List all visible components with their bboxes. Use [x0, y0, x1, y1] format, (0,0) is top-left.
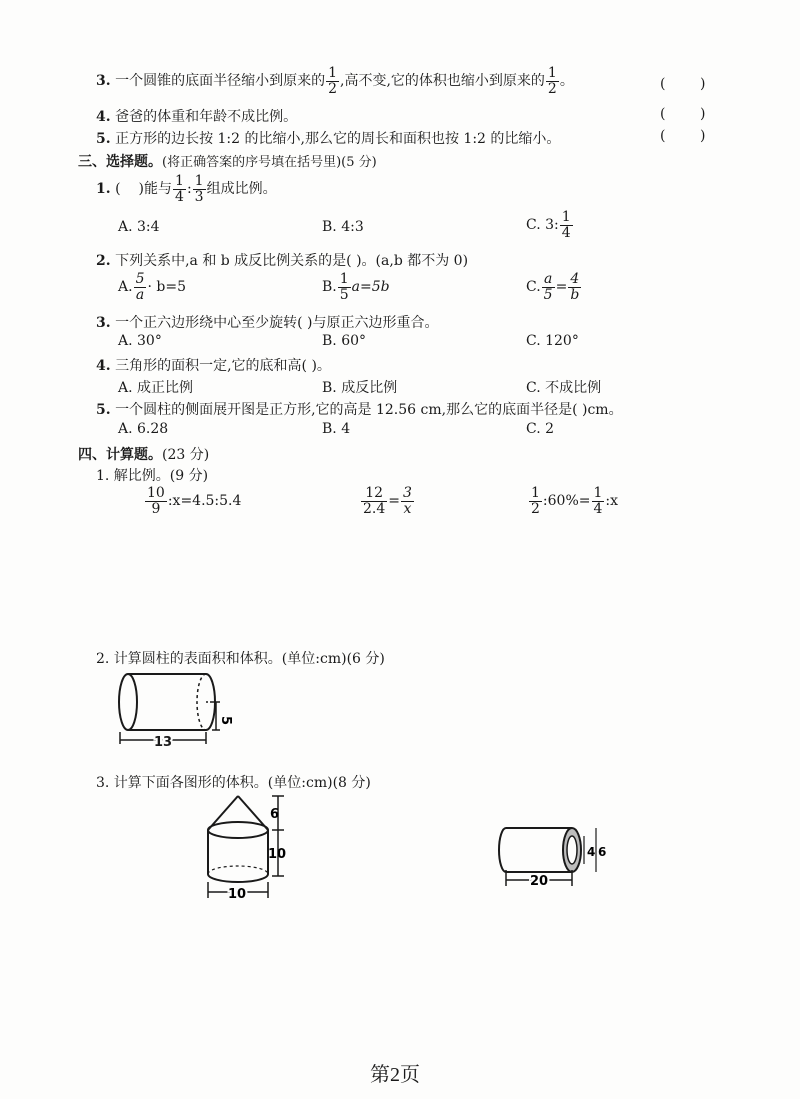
inner-diameter-label: 4: [587, 845, 596, 859]
choice-question-5: 5. 一个圆柱的侧面展开图是正方形,它的高是 12.56 cm,那么它的底面半径是( )cm。: [96, 402, 623, 418]
judge-item-5: 5. 正方形的边长按 1:2 的比缩小,那么它的周长和面积也按 1:2 的比缩小。: [96, 131, 561, 147]
fraction: $\frac{1}{2}$: [547, 65, 557, 97]
equation-3: $\frac{1}{2}$ :60%= $\frac{1}{4}$ :x: [531, 485, 619, 517]
cone-height-label: 6: [270, 807, 280, 822]
option-b[interactable]: B. $\frac{1}{5}$ a=5b: [322, 271, 390, 303]
option-a[interactable]: A. 3:4: [118, 219, 160, 235]
option-c[interactable]: C. 3: $\frac{1}{4}$: [526, 209, 571, 241]
answer-paren-open[interactable]: (: [660, 106, 666, 122]
option-a[interactable]: A. $\frac{5}{a}$ · b=5: [118, 271, 186, 303]
option-b[interactable]: B. 4: [322, 421, 351, 437]
fraction: $\frac{1}{2}$: [328, 65, 337, 97]
outer-diameter-label: 6: [598, 845, 607, 859]
answer-paren-close[interactable]: ): [700, 128, 706, 144]
option-b[interactable]: B. 4:3: [322, 219, 364, 235]
choice-question-2: 2. 下列关系中,a 和 b 成反比例关系的是( )。(a,b 都不为 0): [96, 253, 469, 269]
cone-cylinder-figure: [198, 792, 308, 904]
option-c[interactable]: C. $\frac{a}{5}$ = $\frac{4}{b}$: [526, 271, 580, 303]
calc-question-2-title: 2. 计算圆柱的表面积和体积。(单位:cm)(6 分): [96, 651, 385, 667]
option-c[interactable]: C. 2: [526, 421, 555, 437]
judge-item-3: 3. 一个圆锥的底面半径缩小到原来的 $\frac{1}{2}$ ,高不变,它的体积也缩小到原来的 $\frac{1}{2}$ 。: [96, 65, 574, 97]
answer-paren-close[interactable]: ): [700, 106, 706, 122]
answer-paren-open[interactable]: (: [660, 128, 666, 144]
diameter-label: 10: [228, 887, 247, 902]
answer-paren-open[interactable]: (: [660, 76, 666, 92]
choice-question-3: 3. 一个正六边形绕中心至少旋转( )与原正六边形重合。: [96, 315, 439, 331]
cylinder-figure: [108, 668, 238, 750]
judge-item-4: 4. 爸爸的体重和年龄不成比例。: [96, 109, 298, 125]
section-heading-calc: 四、计算题。(23 分): [78, 447, 210, 463]
option-a[interactable]: A. 6.28: [118, 421, 169, 437]
equation-2: $\frac{12}{2.4}$ = $\frac{3}{x}$: [363, 485, 412, 517]
choice-question-1: 1. ( )能与 $\frac{1}{4}$ : $\frac{1}{3}$ 组成比例。: [96, 173, 277, 205]
hollow-pipe-figure: [492, 822, 612, 890]
choice-question-4: 4. 三角形的面积一定,它的底和高( )。: [96, 358, 331, 374]
answer-paren-close[interactable]: ): [700, 76, 706, 92]
pipe-length-label: 20: [530, 874, 549, 889]
calc-question-3-title: 3. 计算下面各图形的体积。(单位:cm)(8 分): [96, 775, 371, 791]
length-label: 13: [154, 735, 173, 750]
option-c[interactable]: C. 120°: [526, 333, 579, 349]
option-b[interactable]: B. 60°: [322, 333, 367, 349]
option-a[interactable]: A. 成正比例: [118, 380, 194, 396]
radius-label: 5: [218, 716, 233, 726]
option-c[interactable]: C. 不成比例: [526, 380, 602, 396]
option-a[interactable]: A. 30°: [118, 333, 162, 349]
page-number: 第2页: [370, 1064, 420, 1086]
equation-1: $\frac{10}{9}$ :x=4.5:5.4: [147, 485, 242, 517]
section-heading-choice: 三、选择题。(将正确答案的序号填在括号里)(5 分): [78, 154, 377, 170]
option-b[interactable]: B. 成反比例: [322, 380, 398, 396]
calc-question-1-title: 1. 解比例。(9 分): [96, 468, 209, 484]
cylinder-height-label: 10: [268, 847, 287, 862]
